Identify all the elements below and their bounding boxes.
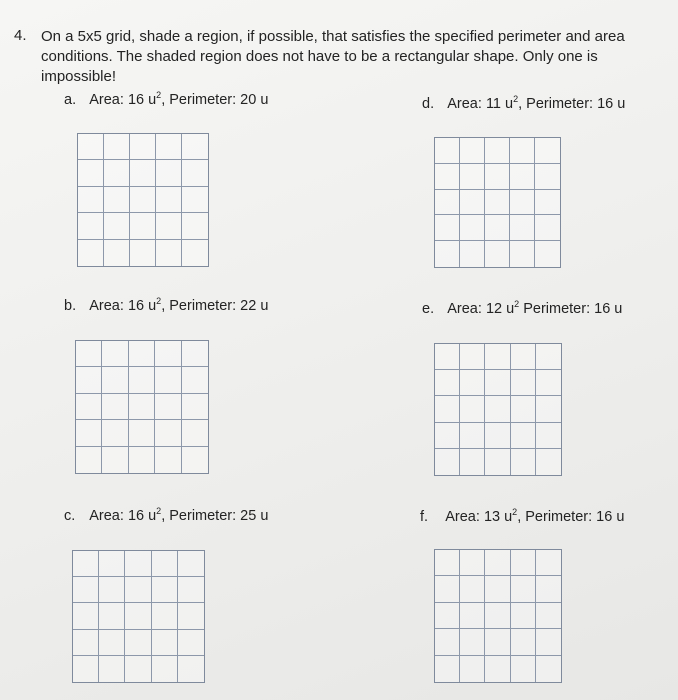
grid-cell[interactable] [535,190,560,216]
grid-cell[interactable] [152,551,178,577]
grid-cell[interactable] [182,367,208,393]
grid-cell[interactable] [152,577,178,603]
grid-cell[interactable] [102,447,128,473]
grid-cell[interactable] [460,576,485,602]
grid-cell[interactable] [156,187,182,213]
grid-cell[interactable] [435,370,460,396]
grid-cell[interactable] [511,629,536,655]
perimeter-label: Perimeter: [526,96,594,112]
grid-cell[interactable] [152,656,178,682]
grid-cell[interactable] [76,420,102,446]
area-label: Area: [445,509,480,525]
grid-cell[interactable] [536,449,561,475]
area-value: 13 u [483,509,513,525]
grid-cell[interactable] [78,160,104,186]
grid-cell[interactable] [460,449,485,475]
grid-cell[interactable] [182,213,208,239]
grid-cell[interactable] [182,341,208,367]
grid-cell[interactable] [535,164,560,190]
grid-cell[interactable] [99,656,125,682]
grid-cell[interactable] [104,213,130,239]
grid-cell[interactable] [485,576,510,602]
problem-b-label: b. Area: 16 $u^2$, Perimeter: 22 u [64,296,269,314]
grid-cell[interactable] [73,577,99,603]
area-label: Area: [89,508,124,524]
grid-cell[interactable] [156,160,182,186]
grid-cell[interactable] [73,630,99,656]
problem-letter: b. [64,298,77,314]
grid-b[interactable] [75,340,209,474]
grid-cell[interactable] [155,394,181,420]
grid-cell[interactable] [460,656,485,682]
grid-cell[interactable] [104,134,130,160]
grid-cell[interactable] [511,603,536,629]
grid-cell[interactable] [511,656,536,682]
grid-cell[interactable] [129,447,155,473]
grid-cell[interactable] [485,164,510,190]
grid-cell[interactable] [102,394,128,420]
grid-cell[interactable] [485,629,510,655]
area-label: Area: [89,92,124,108]
grid-cell[interactable] [511,370,536,396]
grid-cell[interactable] [102,341,128,367]
grid-cell[interactable] [99,577,125,603]
perimeter-value: 16 u [596,509,625,525]
grid-cell[interactable] [155,341,181,367]
superscript: 2 [156,506,162,517]
grid-cell[interactable] [510,215,535,241]
grid-cell[interactable] [460,344,485,370]
grid-cell[interactable] [155,367,181,393]
grid-cell[interactable] [435,629,460,655]
problem-letter: e. [422,301,435,317]
grid-cell[interactable] [76,394,102,420]
perimeter-label: Perimeter: [523,301,591,317]
grid-f[interactable] [434,549,562,683]
grid-cell[interactable] [78,187,104,213]
grid-c[interactable] [72,550,205,683]
grid-cell[interactable] [178,603,204,629]
grid-cell[interactable] [460,629,485,655]
superscript: 2 [513,94,519,105]
grid-cell[interactable] [152,630,178,656]
grid-cell[interactable] [182,187,208,213]
grid-cell[interactable] [535,138,560,164]
grid-cell[interactable] [435,423,460,449]
problem-letter: d. [422,96,435,112]
grid-cell[interactable] [156,134,182,160]
grid-cell[interactable] [104,187,130,213]
grid-cell[interactable] [536,550,561,576]
grid-cell[interactable] [435,241,460,267]
grid-cell[interactable] [182,240,208,266]
grid-cell[interactable] [511,550,536,576]
grid-cell[interactable] [485,603,510,629]
grid-cell[interactable] [182,420,208,446]
superscript: 2 [156,296,162,307]
grid-cell[interactable] [76,447,102,473]
grid-cell[interactable] [78,134,104,160]
perimeter-label: Perimeter: [525,509,593,525]
grid-cell[interactable] [125,577,151,603]
area-value: 16 u [127,508,157,524]
area-label: Area: [89,298,124,314]
grid-cell[interactable] [435,656,460,682]
grid-cell[interactable] [535,241,560,267]
perimeter-label: Perimeter: [169,92,237,108]
grid-cell[interactable] [73,551,99,577]
grid-cell[interactable] [129,367,155,393]
grid-cell[interactable] [536,370,561,396]
grid-cell[interactable] [99,630,125,656]
grid-cell[interactable] [178,656,204,682]
grid-cell[interactable] [485,656,510,682]
area-label: Area: [447,301,482,317]
grid-cell[interactable] [435,138,460,164]
grid-cell[interactable] [460,241,485,267]
grid-cell[interactable] [485,370,510,396]
problem-letter: a. [64,92,77,108]
perimeter-value: 20 u [240,92,269,108]
grid-cell[interactable] [155,420,181,446]
grid-cell[interactable] [104,240,130,266]
area-label: Area: [447,96,482,112]
area-value: 16 u [127,298,157,314]
grid-cell[interactable] [485,241,510,267]
grid-cell[interactable] [485,138,510,164]
grid-cell[interactable] [535,215,560,241]
grid-cell[interactable] [460,396,485,422]
problem-d-label: d. Area: 11 $u^2$, Perimeter: 16 u [422,94,626,112]
grid-e[interactable] [434,343,562,476]
grid-cell[interactable] [182,447,208,473]
grid-cell[interactable] [76,367,102,393]
grid-cell[interactable] [485,550,510,576]
problem-letter: c. [64,508,76,524]
grid-cell[interactable] [485,396,510,422]
grid-cell[interactable] [156,213,182,239]
grid-cell[interactable] [73,656,99,682]
grid-cell[interactable] [435,449,460,475]
grid-cell[interactable] [130,213,156,239]
grid-cell[interactable] [76,341,102,367]
grid-cell[interactable] [130,160,156,186]
grid-cell[interactable] [99,551,125,577]
grid-cell[interactable] [460,603,485,629]
grid-cell[interactable] [182,160,208,186]
grid-cell[interactable] [485,215,510,241]
grid-a[interactable] [77,133,209,267]
grid-cell[interactable] [536,603,561,629]
grid-cell[interactable] [125,551,151,577]
grid-cell[interactable] [78,213,104,239]
perimeter-value: 16 u [597,96,626,112]
problem-c-label: c. Area: 16 $u^2$, Perimeter: 25 u [64,506,269,524]
problem-a-label: a. Area: 16 $u^2$, Perimeter: 20 u [64,90,269,108]
question-text: On a 5x5 grid, shade a region, if possible, that satisfies the specified perimeter and area conditions. The shaded region does not have to be a rectangular shape. Only one is impossible! [41,28,625,85]
grid-cell[interactable] [460,164,485,190]
grid-cell[interactable] [511,396,536,422]
grid-cell[interactable] [435,550,460,576]
area-value: 11 u [485,96,514,112]
grid-cell[interactable] [460,550,485,576]
grid-cell[interactable] [78,240,104,266]
grid-cell[interactable] [178,577,204,603]
grid-cell[interactable] [125,656,151,682]
grid-cell[interactable] [99,603,125,629]
grid-cell[interactable] [485,190,510,216]
grid-cell[interactable] [182,134,208,160]
grid-cell[interactable] [125,603,151,629]
superscript: 2 [156,90,162,101]
grid-cell[interactable] [130,134,156,160]
grid-cell[interactable] [435,603,460,629]
grid-cell[interactable] [510,138,535,164]
grid-cell[interactable] [435,576,460,602]
perimeter-label: Perimeter: [169,298,237,314]
grid-cell[interactable] [130,240,156,266]
problem-f-label: f. Area: 13 $u^2$, Perimeter: 16 u [420,507,625,525]
superscript: 2 [514,299,520,310]
grid-cell[interactable] [536,396,561,422]
grid-cell[interactable] [460,138,485,164]
grid-cell[interactable] [536,576,561,602]
grid-cell[interactable] [460,423,485,449]
area-value: 12 u [485,301,515,317]
grid-cell[interactable] [435,344,460,370]
question-number: 4. [14,27,27,44]
perimeter-value: 16 u [594,301,623,317]
problem-letter: f. [420,509,429,525]
grid-cell[interactable] [536,423,561,449]
perimeter-value: 25 u [240,508,269,524]
grid-d[interactable] [434,137,561,268]
grid-cell[interactable] [460,215,485,241]
grid-cell[interactable] [178,551,204,577]
grid-cell[interactable] [460,190,485,216]
grid-cell[interactable] [182,394,208,420]
grid-cell[interactable] [536,629,561,655]
grid-cell[interactable] [435,215,460,241]
grid-cell[interactable] [102,367,128,393]
grid-cell[interactable] [536,656,561,682]
grid-cell[interactable] [155,447,181,473]
grid-cell[interactable] [485,344,510,370]
grid-cell[interactable] [129,394,155,420]
grid-cell[interactable] [511,576,536,602]
grid-cell[interactable] [460,370,485,396]
grid-cell[interactable] [129,341,155,367]
grid-cell[interactable] [102,420,128,446]
grid-cell[interactable] [178,630,204,656]
area-value: 16 u [127,92,157,108]
grid-cell[interactable] [435,190,460,216]
problem-e-label [422,301,622,317]
grid-cell[interactable] [485,423,510,449]
grid-cell[interactable] [73,603,99,629]
grid-cell[interactable] [510,190,535,216]
superscript: 2 [512,507,518,518]
grid-cell[interactable] [511,423,536,449]
grid-cell[interactable] [129,420,155,446]
grid-cell[interactable] [104,160,130,186]
perimeter-label: Perimeter: [169,508,237,524]
grid-cell[interactable] [130,187,156,213]
grid-cell[interactable] [125,630,151,656]
grid-cell[interactable] [435,164,460,190]
grid-cell[interactable] [152,603,178,629]
grid-cell[interactable] [510,241,535,267]
grid-cell[interactable] [536,344,561,370]
grid-cell[interactable] [156,240,182,266]
grid-cell[interactable] [511,449,536,475]
perimeter-value: 22 u [240,298,269,314]
grid-cell[interactable] [511,344,536,370]
grid-cell[interactable] [510,164,535,190]
grid-cell[interactable] [435,396,460,422]
grid-cell[interactable] [485,449,510,475]
